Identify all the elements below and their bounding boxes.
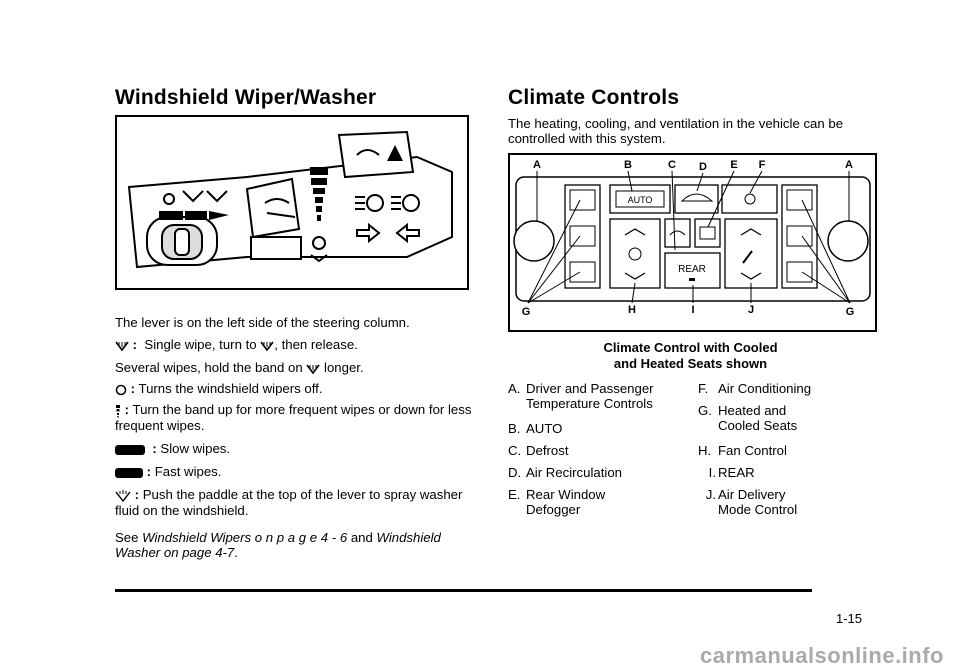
caption-line-2: and Heated Seats shown xyxy=(613,356,768,371)
watermark: carmanualsonline.info xyxy=(700,643,944,668)
climate-control-figure xyxy=(508,153,877,332)
wiper-item-fast xyxy=(115,464,475,479)
callout-i: I xyxy=(691,304,695,316)
item-colon: : xyxy=(146,464,152,479)
page-number: 1-15 xyxy=(836,611,863,626)
legend-item-a: A. Driver and Passenger Temperature Controls xyxy=(508,381,654,411)
climate-intro: The heating, cooling, and ventilation in the vehicle can be controlled with this system. xyxy=(508,116,844,146)
legend-item-d: D. Air Recirculation xyxy=(508,465,623,480)
legend-item-g: G. Heated and Cooled Seats xyxy=(698,403,798,433)
callout-a-right: A xyxy=(845,159,853,171)
item-colon: : xyxy=(152,441,157,456)
washer-icon xyxy=(115,489,131,503)
link-windshield-washer[interactable]: Windshield Washer on page 4-7 xyxy=(115,530,441,560)
legend-item-f: F. Air Conditioning xyxy=(698,381,812,396)
item-text: Fast wipes. xyxy=(154,464,222,479)
temperature-knob-passenger xyxy=(828,221,868,261)
item-colon: : xyxy=(130,381,136,396)
legend-item-e: E. Rear Window Defogger xyxy=(508,487,606,517)
callout-b: B xyxy=(624,159,632,171)
item-text: Slow wipes. xyxy=(160,441,231,456)
item-text: Several wipes, hold the band on xyxy=(115,360,303,375)
callout-e: E xyxy=(730,159,738,171)
wiper-item-slow xyxy=(115,441,475,456)
callout-j: J xyxy=(747,304,755,316)
delay-icon xyxy=(115,404,121,418)
legend-left-column xyxy=(508,381,688,521)
mist-icon xyxy=(115,339,129,353)
legend-right-column xyxy=(698,381,868,521)
wiper-item-single-wipe xyxy=(115,337,475,353)
callout-f: F xyxy=(758,159,766,171)
legend-item-i: I. REAR xyxy=(708,465,755,480)
rear-button-label: REAR xyxy=(678,264,706,275)
item-text: Turns the windshield wipers off. xyxy=(138,381,323,396)
item-text: Push the paddle at the top of the lever to spray washer fluid on the windshield. xyxy=(115,487,463,518)
wiper-item-several-wipes xyxy=(115,360,475,376)
temperature-knob-driver xyxy=(514,221,554,261)
item-colon: : xyxy=(132,337,138,352)
item-colon: : xyxy=(124,402,130,417)
mist-icon xyxy=(260,339,274,353)
wiper-lever-figure xyxy=(115,115,469,290)
slow-wipe-icon xyxy=(115,444,145,456)
mist-icon xyxy=(306,362,320,376)
item-colon: : xyxy=(134,487,140,502)
callout-g-left: G xyxy=(521,306,531,318)
see-page-ref: o n p a g e 4 - 6 xyxy=(251,530,348,545)
legend-item-c: C. Defrost xyxy=(508,443,569,458)
fast-wipe-icon xyxy=(115,467,143,479)
item-text: Turn the band up for more frequent wipes or down for less frequent wipes. xyxy=(115,402,472,433)
callout-h: H xyxy=(628,304,636,316)
see-and: and xyxy=(347,530,377,545)
wiper-item-delay xyxy=(115,402,475,433)
auto-button-label: AUTO xyxy=(627,195,653,205)
wiper-intro: The lever is on the left side of the steering column. xyxy=(115,315,410,330)
wiper-item-washer xyxy=(115,487,475,518)
climate-panel-illustration xyxy=(510,155,875,330)
see-suffix: . xyxy=(234,545,238,560)
climate-heading: Climate Controls xyxy=(508,86,680,109)
callout-c: C xyxy=(668,159,676,171)
callout-g-right: G xyxy=(845,306,855,318)
callout-d: D xyxy=(699,161,707,173)
item-text-b: , then release. xyxy=(274,337,358,352)
wiper-lever-illustration xyxy=(117,117,467,288)
item-text-b: longer. xyxy=(324,360,364,375)
see-prefix: See xyxy=(115,530,139,545)
legend-item-h: H. Fan Control xyxy=(698,443,787,458)
footer-rule xyxy=(115,589,812,592)
callout-a-left: A xyxy=(533,159,541,171)
link-windshield-wipers[interactable]: Windshield Wipers xyxy=(142,530,252,545)
wiper-heading: Windshield Wiper/Washer xyxy=(115,86,377,109)
legend-item-j: J. Air Delivery Mode Control xyxy=(705,487,798,517)
legend-item-b: B. AUTO xyxy=(508,421,563,436)
item-text: Single wipe, turn to xyxy=(144,337,257,352)
caption-line-1: Climate Control with Cooled xyxy=(603,340,778,355)
wiper-item-off xyxy=(115,381,475,396)
wiper-see-also xyxy=(115,530,475,560)
off-circle-icon xyxy=(115,384,127,396)
figure-caption xyxy=(508,340,873,372)
